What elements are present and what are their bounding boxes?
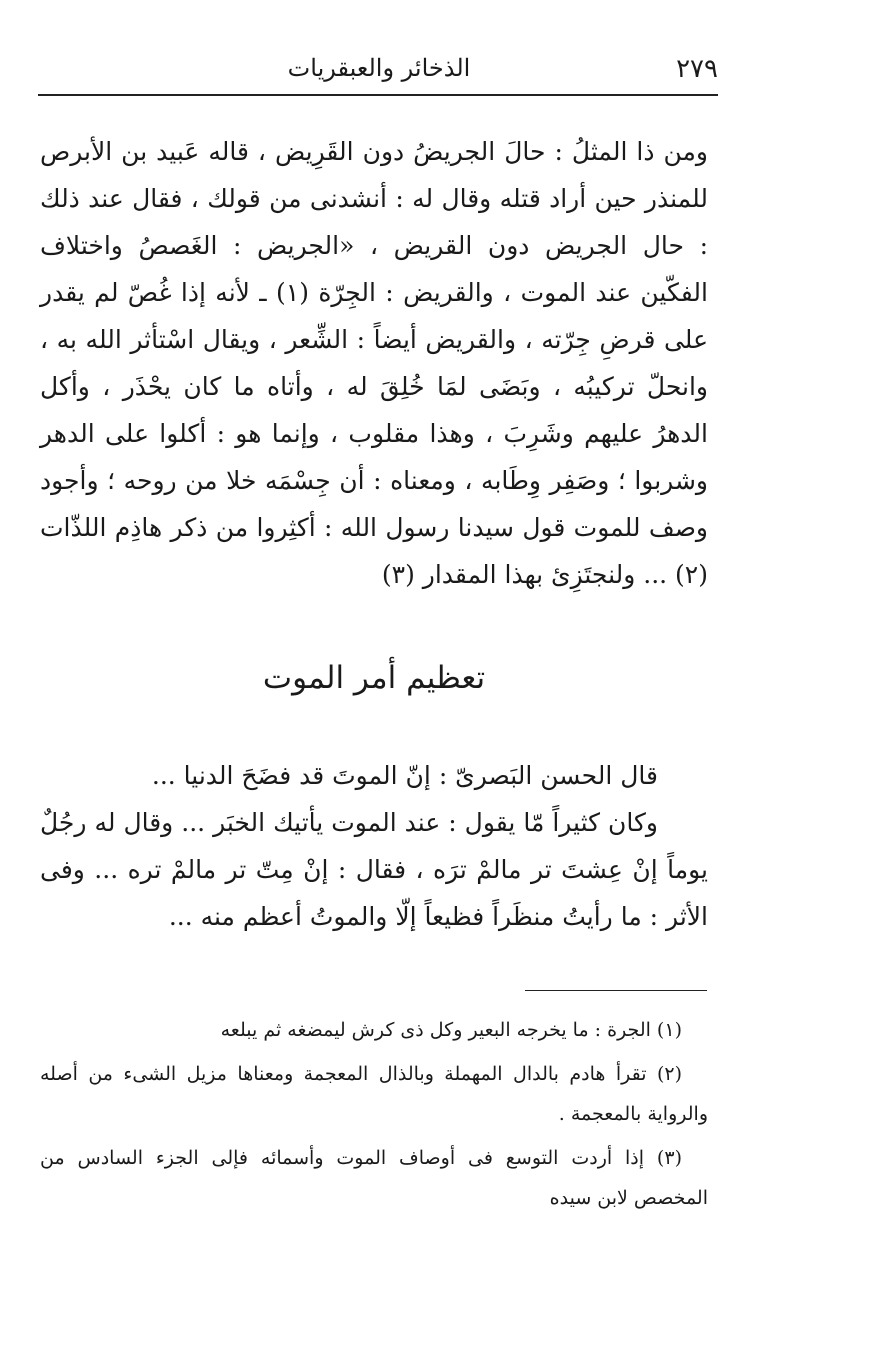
- footnotes: [40, 1010, 708, 1222]
- footnote-3: (٣) إذا أردت التوسع فى أوصاف الموت وأسمائه فإلى الجزء السادس من المخصص لابن سيده: [40, 1147, 708, 1209]
- page-number: ٢٧٩: [676, 54, 718, 84]
- section-heading: تعظيم أمر الموت: [262, 660, 486, 696]
- section-paragraph-1: قال الحسن البَصرىّ : إنّ الموتَ قد فضَحَ الدنيا ...: [151, 761, 658, 790]
- main-text-block: [40, 128, 708, 598]
- section-text-block: [40, 752, 708, 940]
- running-title: الذخائر والعبقريات: [287, 54, 471, 82]
- page-header: [40, 50, 718, 92]
- footnote-1: (١) الجرة : ما يخرجه البعير وكل ذى كرش ليمضغه ثم يبلعه: [220, 1019, 682, 1041]
- body-paragraph: ومن ذا المثلُ : حالَ الجريضُ دون القَرِيض ، قاله عَبيد بن الأبرص للمنذر حين أراد قتله وقال له : أنشدنى من قولك ، فقال عند ذلك : حال الجريض دون القريض ، «الجريض : الغَصصُ واختلاف الفكّين عند الموت ، والقريض : الجِرّة (١) ـ لأنه إذا غُصّ لم يقدر على قرضِ جِرّته ، والقريض أيضاً : الشِّعر ، ويقال اسْتأثر الله به ، وانحلّ تركيبُه ، وبَضَى لمَا خُلِقَ له ، وأتاه ما كان يحْذَر ، وأكل الدهرُ عليهم وشَرِبَ ، وهذا مقلوب ، وإنما هو : أكلوا على الدهر وشربوا ؛ وصَفِر وِطَابه ، ومعناه : أن جِسْمَه خلا من روحه ؛ وأجود وصف للموت قول سيدنا رسول الله : أكثِروا من ذكر هاذِم اللذّات (٢) ... ولنجتَزِئ بهذا المقدار (٣): [40, 137, 708, 589]
- footnote-divider: [525, 990, 707, 991]
- footnote-2: (٢) تقرأ هادم بالدال المهملة وبالذال المعجمة ومعناها مزيل الشىء من أصله والرواية بالمعجمة .: [40, 1063, 708, 1125]
- header-divider: [38, 94, 718, 96]
- section-paragraph-2: وكان كثيراً مّا يقول : عند الموت يأتيك الخبَر ... وقال له رجُلٌ يوماً إنْ عِشتَ تر مالمْ ترَه ، فقال : إنْ مِتّ تر مالمْ تره ... وفى الأثر : ما رأيتُ منظَراً فظيعاً إلّا والموتُ أعظم منه ...: [40, 808, 708, 931]
